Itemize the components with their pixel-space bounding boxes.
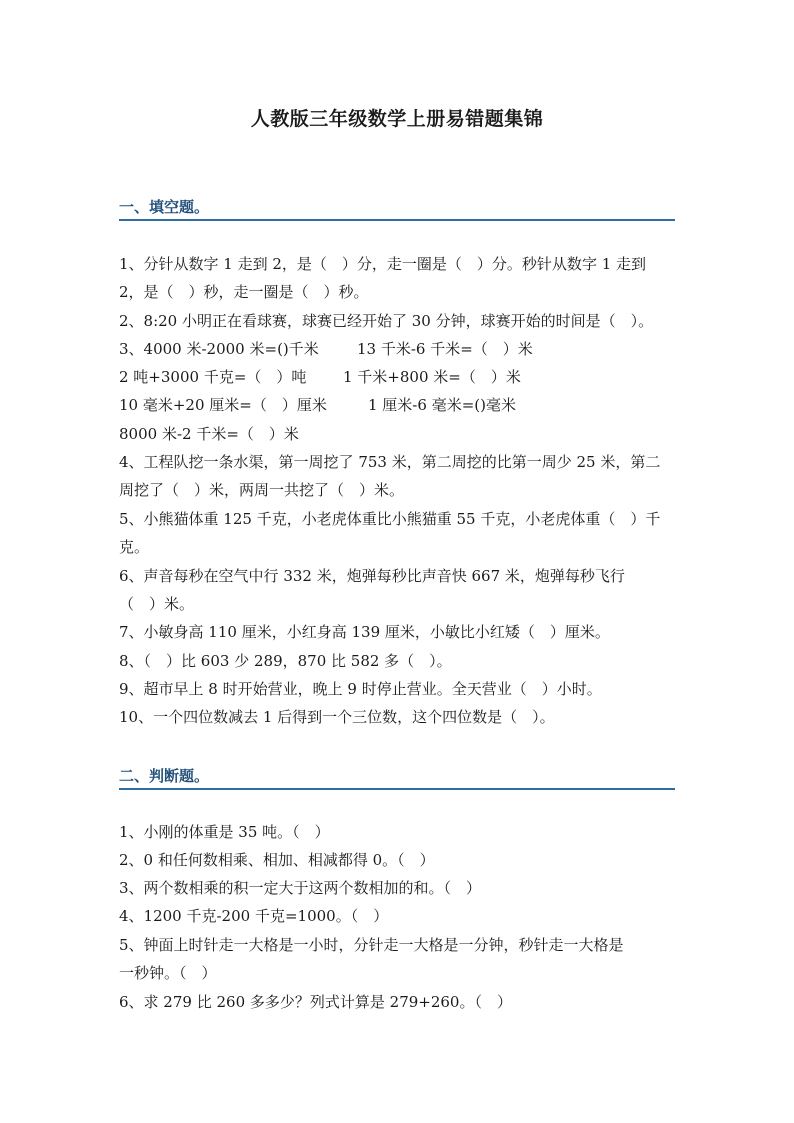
question-9: 9、超市早上 8 时开始营业，晚上 9 时停止营业。全天营业（ ）小时。	[119, 680, 602, 698]
question-4-line-1: 4、工程队挖一条水渠，第一周挖了 753 米，第二周挖的比第一周少 25 米，第二	[119, 453, 661, 471]
question-4-line-2: 周挖了（ ）米，两周一共挖了（ ）米。	[119, 481, 405, 499]
question-1-line-1: 1、分针从数字 1 走到 2，是（ ）分，走一圈是（ ）分。秒针从数字 1 走到	[119, 255, 647, 273]
judgement-5-line-2: 一秒钟。（ ）	[119, 964, 217, 982]
question-3-row-4-left: 8000 米-2 千米=（ ）米	[119, 425, 299, 443]
section-heading-true-false	[119, 766, 675, 790]
question-3-row-3-right: 1 厘米-6 毫米=()毫米	[368, 396, 516, 414]
question-8: 8、（ ）比 603 少 289，870 比 582 多（ ）。	[119, 652, 452, 670]
question-10: 10、一个四位数减去 1 后得到一个三位数，这个四位数是（ ）。	[119, 708, 555, 726]
question-2: 2、8:20 小明正在看球赛，球赛已经开始了 30 分钟，球赛开始的时间是（ ）。	[119, 312, 654, 330]
document-title: 人教版三年级数学上册易错题集锦	[250, 108, 544, 130]
question-3-row-2-left: 2 吨+3000 千克=（ ）吨	[119, 368, 307, 386]
judgement-2: 2、0 和任何数相乘、相加、相减都得 0。（ ）	[119, 851, 435, 869]
question-5-line-2: 克。	[119, 538, 150, 556]
judgement-5-line-1: 5、钟面上时针走一大格是一小时，分针走一大格是一分钟，秒针走一大格是	[119, 936, 624, 954]
section-heading-text: 一、填空题。	[119, 198, 210, 216]
question-6-line-2: （ ）米。	[119, 595, 195, 613]
section-heading-text: 二、判断题。	[119, 767, 210, 785]
question-7: 7、小敏身高 110 厘米，小红身高 139 厘米，小敏比小红矮（ ）厘米。	[119, 623, 610, 641]
question-3-row-1-right: 13 千米-6 千米=（ ）米	[357, 340, 533, 358]
judgement-4: 4、1200 千克-200 千克=1000。（ ）	[119, 907, 389, 925]
question-3-row-1-left: 3、4000 米-2000 米=()千米	[119, 340, 319, 358]
question-3-row-2-right: 1 千米+800 米=（ ）米	[343, 368, 521, 386]
question-3-row-3-left: 10 毫米+20 厘米=（ ）厘米	[119, 396, 327, 414]
judgement-1: 1、小刚的体重是 35 吨。（ ）	[119, 823, 330, 841]
judgement-3: 3、两个数相乘的积一定大于这两个数相加的和。（ ）	[119, 879, 482, 897]
question-1-line-2: 2，是（ ）秒，走一圈是（ ）秒。	[119, 283, 369, 301]
question-6-line-1: 6、声音每秒在空气中行 332 米，炮弹每秒比声音快 667 米，炮弹每秒飞行	[119, 567, 625, 585]
judgement-6: 6、求 279 比 260 多多少？列式计算是 279+260。（ ）	[119, 993, 512, 1011]
section-heading-fill-in	[119, 197, 675, 221]
question-5-line-1: 5、小熊猫体重 125 千克，小老虎体重比小熊猫重 55 千克，小老虎体重（ ）千	[119, 510, 661, 528]
